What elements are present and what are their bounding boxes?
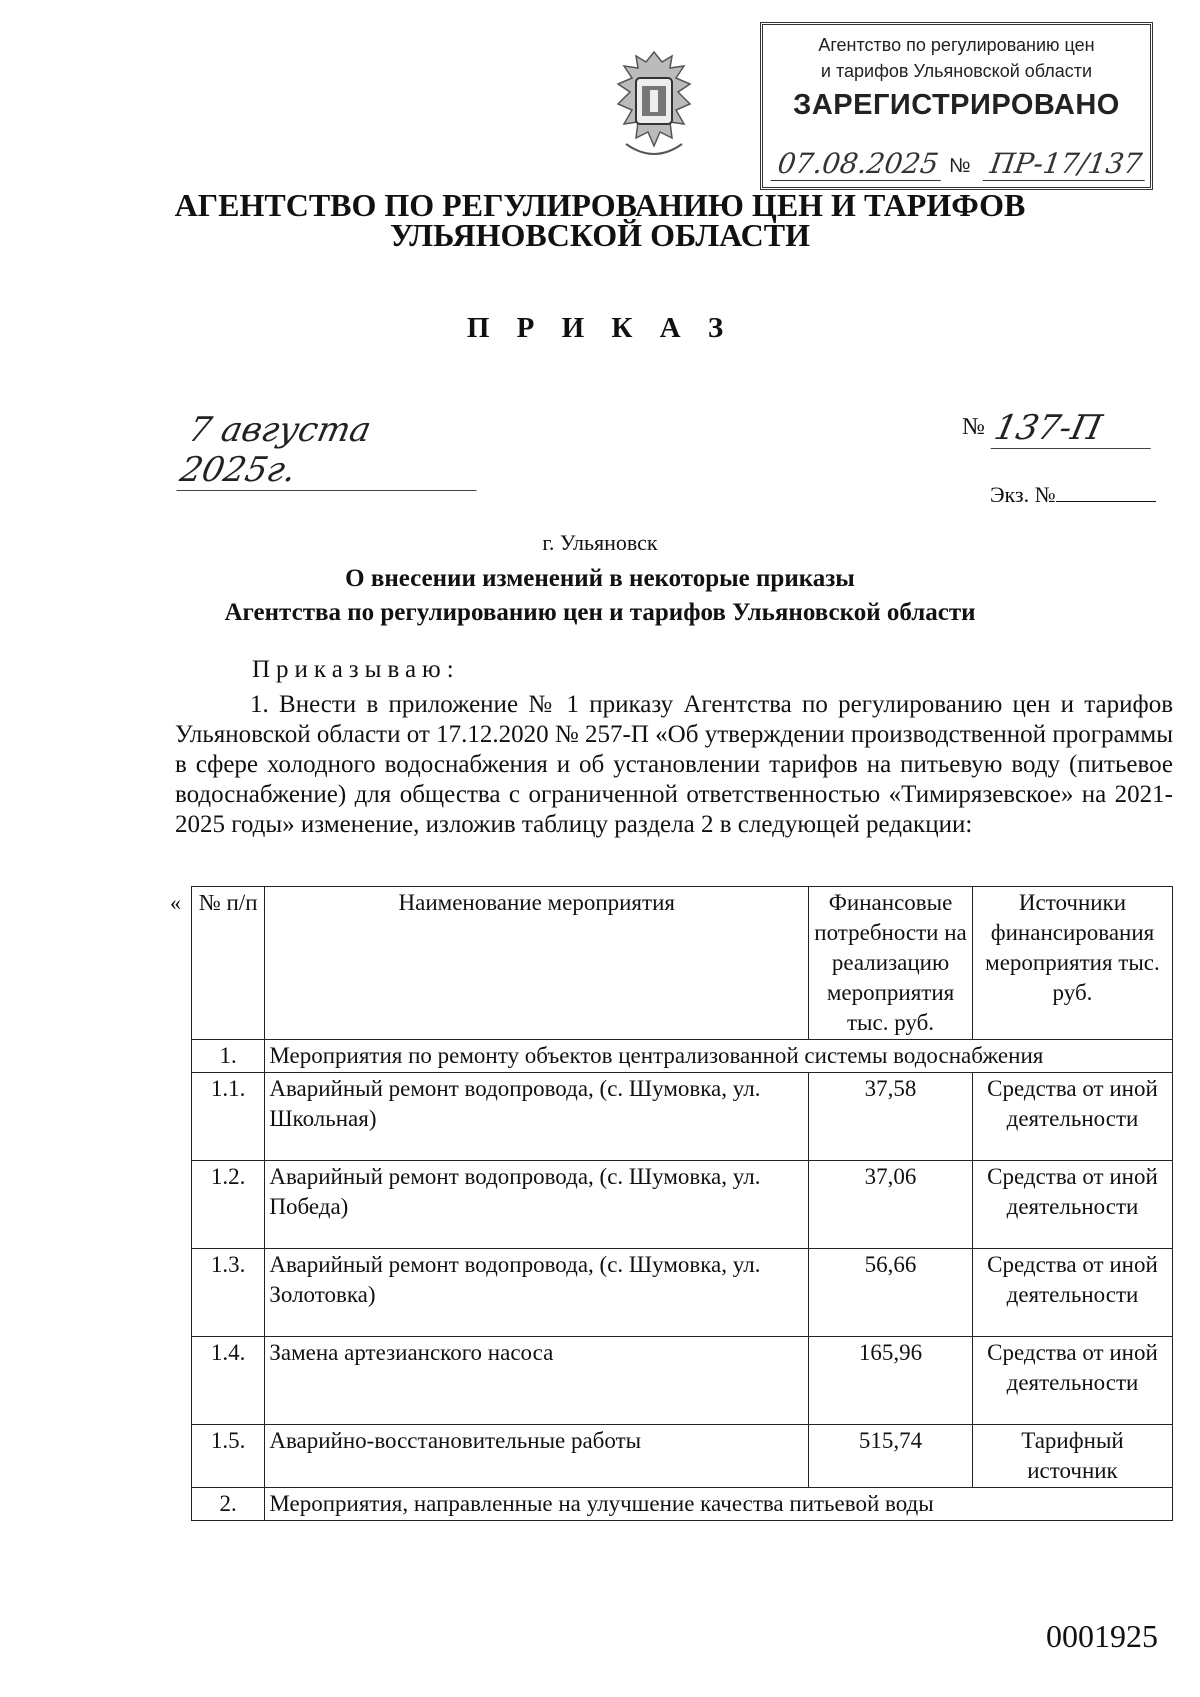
table-row [192,1425,1173,1488]
subject-line1: О внесении изменений в некоторые приказы [345,565,855,592]
order-subject [0,562,1200,630]
row-cost: 515,74 [809,1425,973,1488]
section-row [192,1488,1173,1521]
row-source: Средства от иной деятельности [972,1073,1172,1161]
subject-line2: Агентства по регулированию цен и тарифов Ульяновской области [224,599,976,626]
header-num: № п/п [192,887,265,1040]
order-word: Приказываю: [252,656,460,683]
opening-quote: « [170,890,181,915]
header-source: Источники финансирования мероприятия тыс. руб. [972,887,1172,1040]
registration-stamp [760,22,1153,190]
header-cost: Финансовые потребности на реализацию мероприятия тыс. руб. [809,887,973,1040]
stamp-agency-line1: Агентство по регулированию цен [818,35,1095,55]
row-name: Аварийный ремонт водопровода, (с. Шумовка, ул. Золотовка) [265,1249,809,1337]
table-row [192,1161,1173,1249]
stamp-number: ПР-17/137 [983,147,1150,181]
table-row [192,1073,1173,1161]
row-name: Аварийный ремонт водопровода, (с. Шумовка, ул. Школьная) [265,1073,809,1161]
order-number: 137-П [991,408,1160,449]
copy-number-label: Экз. № [990,482,1056,507]
row-name: Аварийный ремонт водопровода, (с. Шумовка, ул. Победа) [265,1161,809,1249]
section-num: 1. [192,1040,265,1073]
page-code: 0001925 [1046,1618,1158,1654]
header-name: Наименование мероприятия [265,887,809,1040]
table-header-row [192,887,1173,1040]
document-type: П Р И К А З [466,312,734,344]
stamp-date: 07.08.2025 [771,147,946,181]
stamp-agency-line2: и тарифов Ульяновской области [820,61,1093,81]
paragraph-1: 1. Внести в приложение № 1 приказу Агентства по регулированию цен и тарифов Ульяновской области от 17.12.2020 № 257-П «Об утверждении производственной программы в сфере холодного водоснабжения и об установлении тарифов на питьевую воду (питьевое водоснабжение) для общества с ограниченной ответственностью «Тимирязевское» на 2021-2025 годы» изменение, изложив таблицу раздела 2 в следующей редакции: [175,691,1173,838]
table-row [192,1249,1173,1337]
row-cost: 37,06 [809,1161,973,1249]
agency-title-line1: АГЕНТСТВО ПО РЕГУЛИРОВАНИЮ ЦЕН И ТАРИФОВ [174,187,1026,223]
row-source: Средства от иной деятельности [972,1161,1172,1249]
section-title: Мероприятия, направленные на улучшение качества питьевой воды [265,1488,1173,1521]
row-name: Замена артезианского насоса [265,1337,809,1425]
stamp-registered: ЗАРЕГИСТРИРОВАНО [793,89,1120,121]
row-num: 1.5. [192,1425,265,1488]
order-date: 7 августа 2025г. [176,410,493,491]
row-num: 1.4. [192,1337,265,1425]
row-num: 1.3. [192,1249,265,1337]
row-name: Аварийно-восстановительные работы [265,1425,809,1488]
row-source: Средства от иной деятельности [972,1249,1172,1337]
section-row [192,1040,1173,1073]
coat-of-arms-icon [606,48,702,164]
row-cost: 56,66 [809,1249,973,1337]
section-num: 2. [192,1488,265,1521]
row-cost: 37,58 [809,1073,973,1161]
order-number-label: № [962,414,985,440]
row-source: Тарифный источник [972,1425,1172,1488]
stamp-number-sign: № [949,155,971,177]
copy-number [990,482,1156,508]
row-cost: 165,96 [809,1337,973,1425]
copy-number-blank [1056,483,1156,502]
city: г. Ульяновск [542,530,658,555]
row-num: 1.1. [192,1073,265,1161]
measures-table [191,886,1173,1521]
table-row [192,1337,1173,1425]
agency-title-line2: УЛЬЯНОВСКОЙ ОБЛАСТИ [389,217,811,253]
row-num: 1.2. [192,1161,265,1249]
row-source: Средства от иной деятельности [972,1337,1172,1425]
section-title: Мероприятия по ремонту объектов централизованной системы водоснабжения [265,1040,1173,1073]
